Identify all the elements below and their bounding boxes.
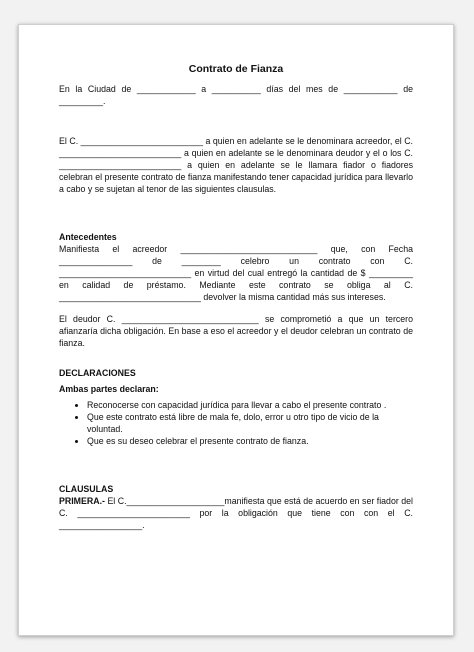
primera-clausula — [59, 495, 413, 531]
declaraciones-heading: DECLARACIONES — [59, 368, 136, 378]
declaracion-item: • Reconocerse con capacidad jurídica para llevar a cabo el presente contrato . — [87, 399, 413, 411]
declaraciones-subheading: Ambas partes declaran: — [59, 384, 159, 394]
intro-paragraph: En la Ciudad de ____________ a __________ días del mes de ___________ de _________. — [59, 84, 413, 106]
document-title: Contrato de Fianza — [188, 63, 284, 75]
declaracion-item: • Que este contrato está libre de mala fe, dolo, error u otro tipo de vicio de la voluntad. — [87, 411, 413, 435]
parties-paragraph: El C. _________________________ a quien en adelante se le denominara acreedor, el C. _________________________ a quien en adelante se le denominara deudor y el o los C. _________________________ a quien en adelante se le llamara fiador o fiadores celebran el presente contrato de fianza manifestando tener capacidad jurídica para llevarlo a cabo y se sujetan al tenor de las siguientes clausulas. — [59, 136, 413, 194]
antecedentes-paragraph-1: Manifiesta el acreedor ____________________________ que, con Fecha _______________ de ________ celebro un contrato con C. ___________________________ en virtud del cual entregó la cantidad de $ _________ en calidad de préstamo. Mediante este contrato se obliga al C. _____________________________ devolver la misma cantidad más sus intereses. — [59, 244, 413, 302]
declaraciones-list — [59, 399, 413, 447]
primera-text: El C.____________________manifiesta que está de acuerdo en ser fiador del C. _______________________ por la obligación que tiene con con el C. _________________. — [59, 496, 413, 530]
declaracion-item: • Que es su deseo celebrar el presente contrato de fianza. — [87, 435, 413, 447]
document-page — [18, 24, 454, 636]
primera-label: PRIMERA.- — [59, 496, 105, 506]
document-body — [59, 63, 413, 531]
antecedentes-paragraph-2: El deudor C. ____________________________ se comprometió a que un tercero afianzaría dicha obligación. En base a eso el acreedor y el deudor celebran un contrato de fianza. — [59, 314, 413, 348]
clausulas-heading: CLAUSULAS — [59, 484, 114, 494]
antecedentes-heading: Antecedentes — [59, 232, 117, 242]
